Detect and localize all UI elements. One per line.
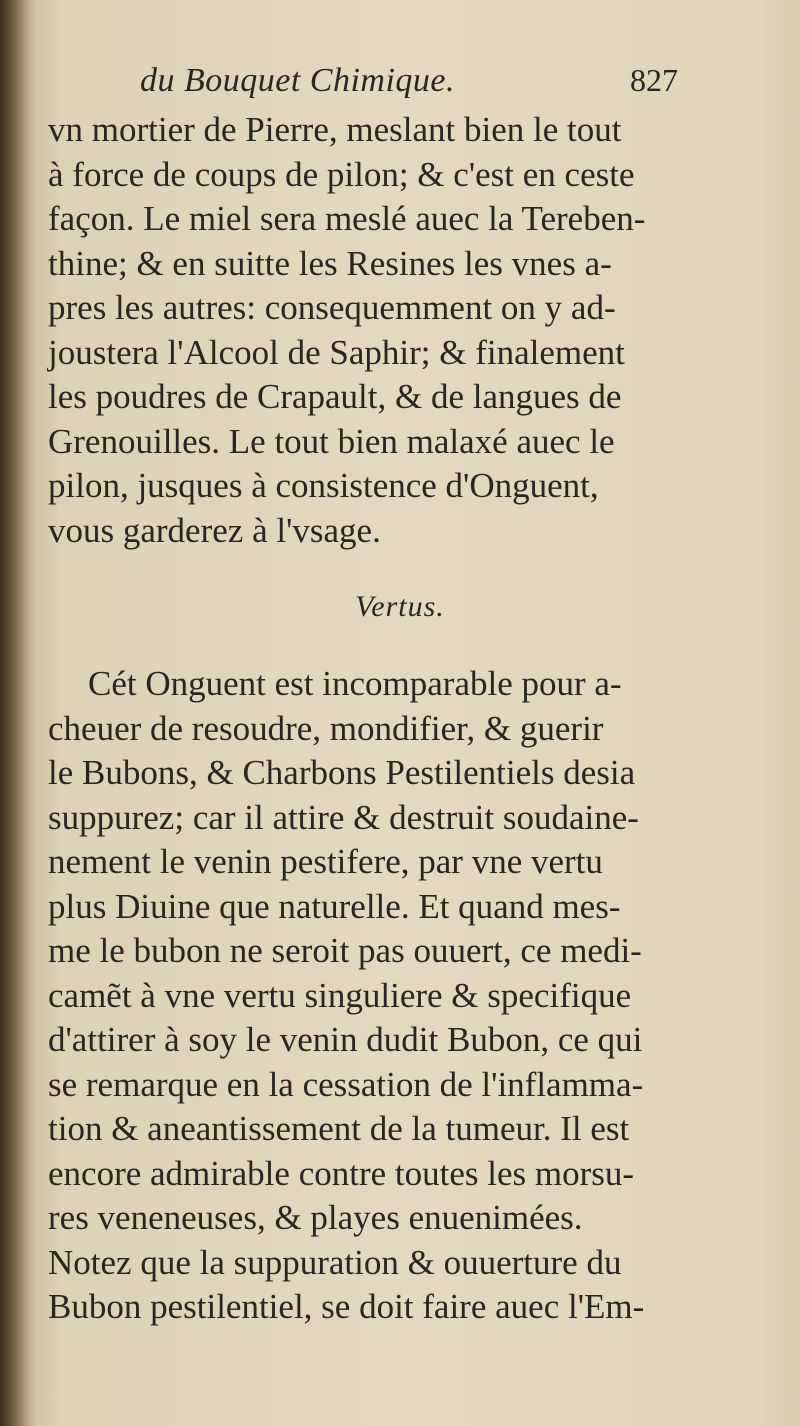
text-line: vn mortier de Pierre, meslant bien le tout [48,110,622,149]
text-line: pilon, jusques à consistence d'Onguent, [48,466,599,505]
text-line: encore admirable contre toutes les morsu- [48,1153,635,1193]
text-line: Notez que la suppuration & ouuerture du [48,1242,622,1282]
text-line: tion & aneantissement de la tumeur. Il est [48,1109,630,1148]
text-line: le Bubons, & Charbons Pestilentiels desia [48,753,636,792]
text-line: plus Diuine que naturelle. Et quand mes- [48,886,621,926]
page-number: 827 [630,62,678,98]
text-line: Grenouilles. Le tout bien malaxé auec le [48,421,615,461]
paragraph-virtues [48,662,708,1330]
section-heading: Vertus. [355,590,445,623]
page-header [130,62,690,112]
text-line: à force de coups de pilon; & c'est en ceste [48,154,635,194]
text-line: joustera l'Alcool de Saphir; & finalement [48,332,625,372]
book-gutter [0,0,36,1426]
text-line: les poudres de Crapault, & de langues de [48,377,622,416]
text-line: thine; & en suitte les Resines les vnes a- [48,243,612,283]
text-line: Cét Onguent est incomparable pour a- [88,664,622,703]
text-line: pres les autres: consequemment on y ad- [48,288,616,327]
text-line: res veneneuses, & playes enuenimées. [48,1198,583,1237]
text-line: se remarque en la cessation de l'inflamma- [48,1064,644,1104]
text-line: façon. Le miel sera meslé auec la Tereben- [48,199,646,238]
text-line: me le bubon ne seroit pas ouuert, ce medi- [48,931,642,970]
text-line: vous garderez à l'vsage. [48,510,381,550]
text-line: cheuer de resoudre, mondifier, & guerir [48,708,604,748]
text-line: camẽt à vne vertu singuliere & specifique [48,975,632,1015]
paragraph-preparation [48,108,708,553]
text-line: nement le venin pestifere, par vne vertu [48,842,603,881]
text-line: d'attirer à soy le venin dudit Bubon, ce qui [48,1020,643,1059]
text-line: Bubon pestilentiel, se doit faire auec l'Em- [48,1287,645,1326]
text-line: suppurez; car il attire & destruit soudaine- [48,797,639,837]
running-title: du Bouquet Chimique. [140,62,456,99]
